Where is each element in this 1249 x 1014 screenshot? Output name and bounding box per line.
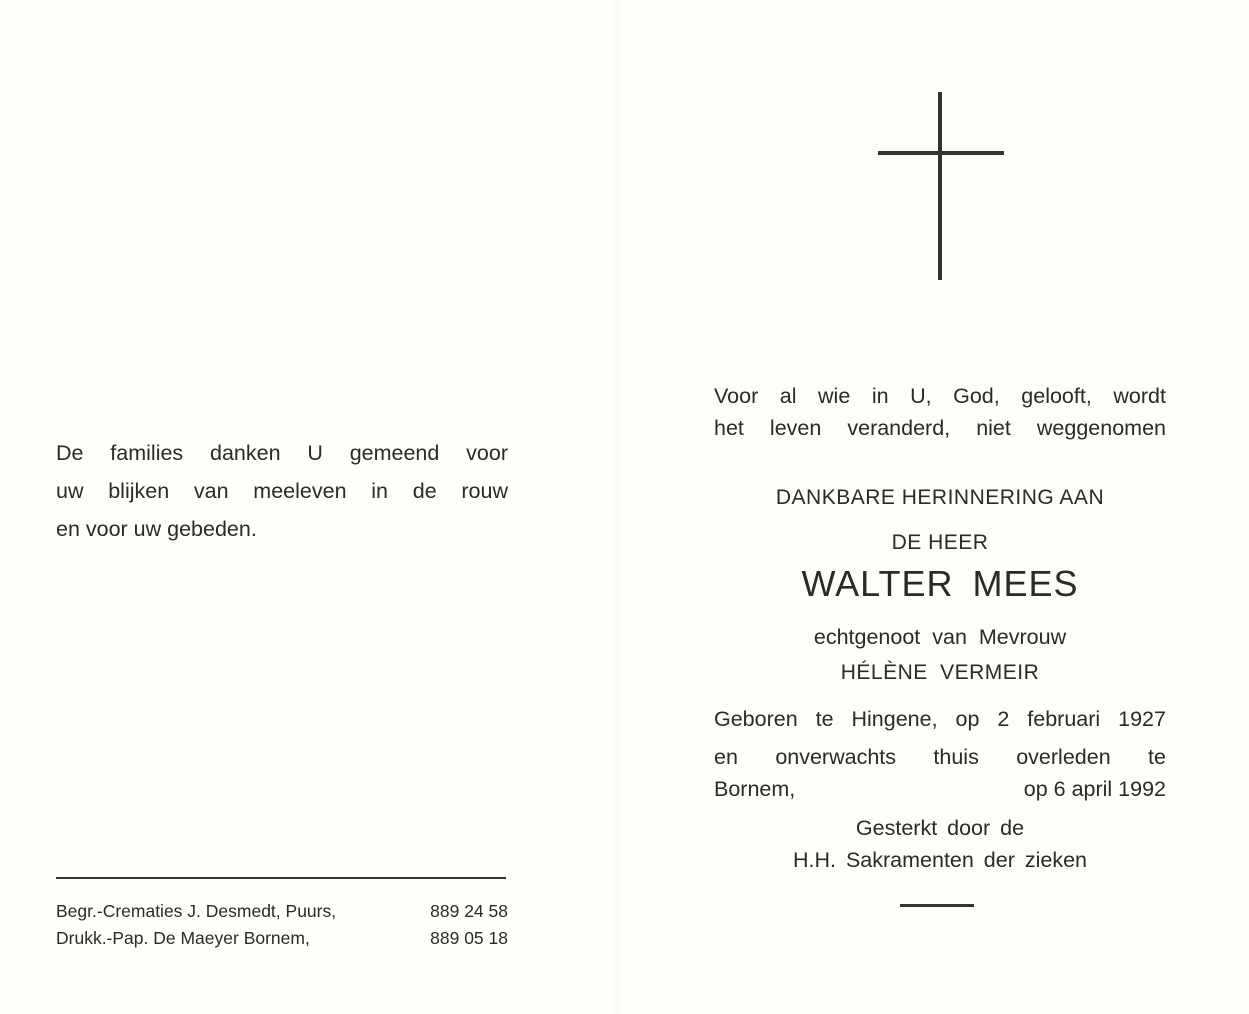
cross-horizontal-bar: [878, 151, 1004, 155]
verse-line: [714, 380, 1166, 412]
spouse-name: HÉLÈNE VERMEIR: [840, 661, 1040, 684]
word: 2: [997, 707, 1010, 731]
word: veranderd,: [847, 416, 951, 440]
word: Hingene,: [851, 707, 938, 731]
word: het: [714, 416, 744, 440]
cross-vertical-bar: [938, 92, 942, 280]
death-date: op 6 april 1992: [1023, 777, 1166, 801]
word: Geboren: [714, 707, 798, 731]
word: onverwachts: [775, 745, 897, 769]
word: wordt: [1113, 384, 1166, 408]
credit-line-funeral: [56, 898, 508, 925]
spouse-intro: echtgenoot van Mevrouw: [813, 625, 1067, 649]
sacraments-line: H.H. Sakramenten der zieken: [792, 848, 1088, 872]
verse-text: [714, 380, 1166, 444]
credit-phone: 889 24 58: [430, 901, 508, 921]
word: op: [955, 707, 980, 731]
word: weggenomen: [1036, 416, 1166, 440]
word: gelooft,: [1021, 384, 1092, 408]
word: te: [815, 707, 834, 731]
thanks-text: [56, 434, 508, 548]
death-place-date: [714, 773, 1166, 805]
thanks-line: en voor uw gebeden.: [56, 517, 257, 541]
left-page: [0, 0, 620, 1014]
thanks-line: De families danken U gemeend voor: [56, 441, 508, 465]
deceased-name: WALTER MEES: [801, 563, 1079, 604]
word: in: [871, 384, 889, 408]
word: U,: [910, 384, 932, 408]
word: 1927: [1118, 707, 1166, 731]
word: overleden: [1016, 745, 1111, 769]
death-block: [714, 741, 1166, 805]
word: leven: [769, 416, 822, 440]
birth-line: [714, 703, 1166, 735]
word: te: [1148, 745, 1166, 769]
word: thuis: [933, 745, 979, 769]
memorial-heading: DANKBARE HERINNERING AAN: [775, 486, 1105, 509]
word: Voor: [714, 384, 759, 408]
honorific: DE HEER: [891, 531, 989, 554]
death-place: Bornem,: [714, 777, 796, 801]
word: niet: [976, 416, 1011, 440]
word: en: [714, 745, 738, 769]
divider-rule: [56, 877, 506, 879]
thanks-line: uw blijken van meeleven in de rouw: [56, 479, 508, 503]
credits-block: [56, 898, 508, 952]
credit-text: Begr.-Crematies J. Desmedt, Puurs,: [56, 901, 337, 921]
sacraments-line: Gesterkt door de: [855, 816, 1025, 840]
word: februari: [1027, 707, 1101, 731]
credit-phone: 889 05 18: [430, 928, 508, 948]
verse-line: [714, 412, 1166, 444]
closing-rule: [900, 904, 974, 907]
credit-text: Drukk.-Pap. De Maeyer Bornem,: [56, 928, 310, 948]
death-line: [714, 741, 1166, 773]
word: wie: [818, 384, 851, 408]
word: God,: [953, 384, 1000, 408]
word: al: [779, 384, 797, 408]
credit-line-printer: [56, 925, 508, 952]
